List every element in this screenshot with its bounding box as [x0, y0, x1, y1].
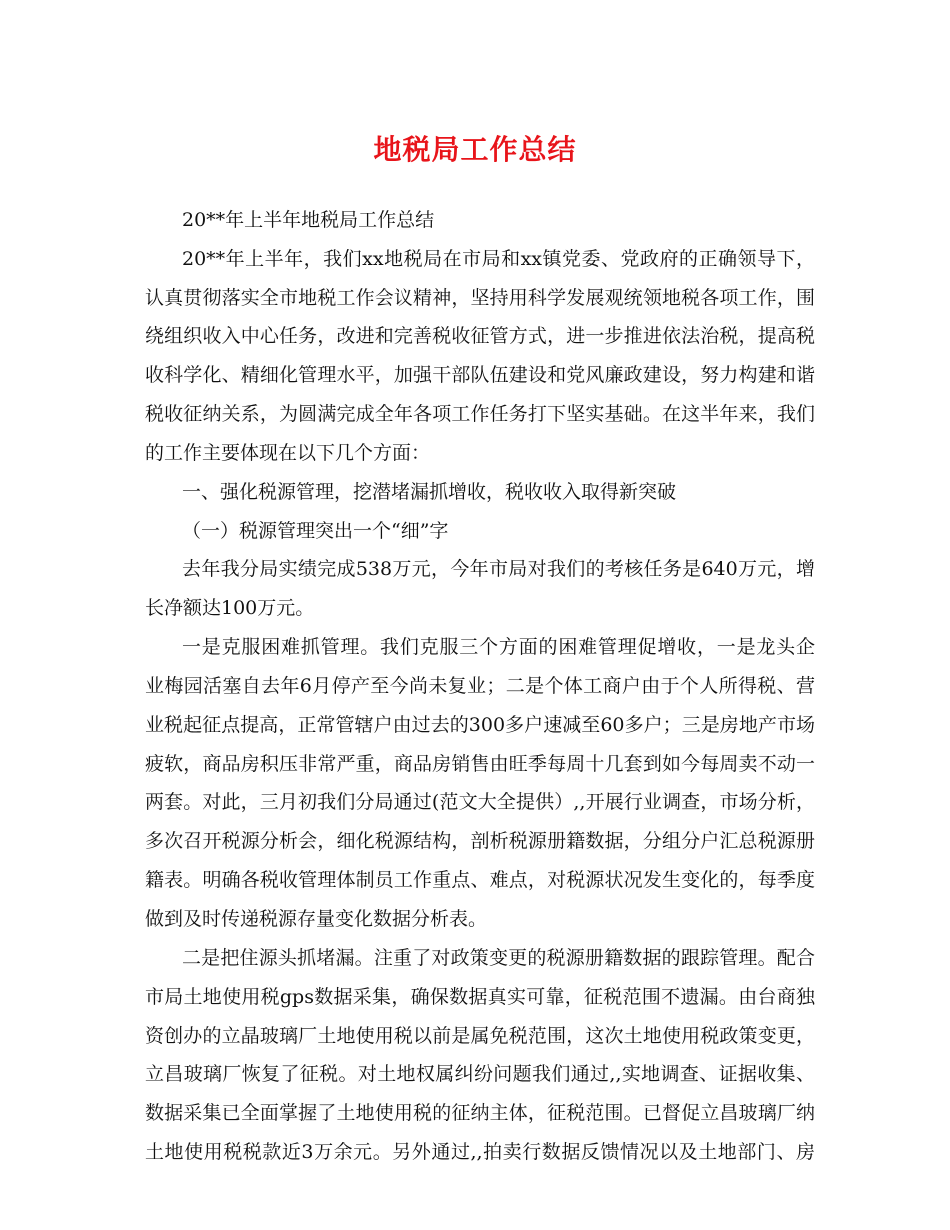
paragraph-line: 税收征纳关系，为圆满完成全年各项工作任务打下坚实基础。在这半年来，我们 [145, 403, 815, 425]
paragraph-line: 资创办的立晶玻璃厂土地使用税以前是属免税范围，这次土地使用税政策变更， [145, 1025, 815, 1047]
paragraph-line: 业税起征点提高，正常管辖户由过去的300多户速减至60多户；三是房地产市场 [145, 714, 815, 736]
paragraph-line: 收科学化、精细化管理水平，加强干部队伍建设和党风廉政建设，努力构建和谐 [145, 364, 815, 386]
paragraph-line: 疲软，商品房积压非常严重，商品房销售由旺季每周十几套到如今每周卖不动一 [145, 753, 815, 775]
paragraph-line: 多次召开税源分析会，细化税源结构，剖析税源册籍数据，分组分户汇总税源册 [145, 830, 815, 852]
subtitle-line: 20**年上半年地税局工作总结 [182, 209, 435, 231]
paragraph-line: 做到及时传递税源存量变化数据分析表。 [145, 908, 488, 930]
paragraph-line: 长净额达100万元。 [145, 597, 315, 619]
paragraph-line: 数据采集已全面掌握了土地使用税的征纳主体，征税范围。已督促立昌玻璃厂纳 [145, 1102, 815, 1124]
paragraph-line: 二是把住源头抓堵漏。注重了对政策变更的税源册籍数据的跟踪管理。配合 [182, 947, 815, 969]
subsection-heading: （一）税源管理突出一个“细”字 [182, 520, 449, 542]
paragraph-line: 的工作主要体现在以下几个方面： [145, 442, 431, 464]
paragraph-line: 一是克服困难抓管理。我们克服三个方面的困难管理促增收，一是龙头企 [182, 636, 815, 658]
document-title: 地税局工作总结 [373, 133, 577, 166]
paragraph-line: 业梅园活塞自去年6月停产至今尚未复业；二是个体工商户由于个人所得税、营 [145, 675, 815, 697]
paragraph-line: 籍表。明确各税收管理体制员工作重点、难点，对税源状况发生变化的，每季度 [145, 869, 815, 891]
paragraph-line: 立昌玻璃厂恢复了征税。对土地权属纠纷问题我们通过,,实地调查、证据收集、 [145, 1063, 815, 1085]
paragraph-line: 两套。对此，三月初我们分局通过(范文大全提供）,,开展行业调查，市场分析， [145, 791, 815, 813]
paragraph-line: 认真贯彻落实全市地税工作会议精神，坚持用科学发展观统领地税各项工作，围 [145, 287, 815, 309]
paragraph-line: 市局土地使用税gps数据采集，确保数据真实可靠，征税范围不遗漏。由台商独 [145, 986, 815, 1008]
paragraph-line: 土地使用税税款近3万余元。另外通过,,拍卖行数据反馈情况以及土地部门、房 [145, 1141, 815, 1163]
section-heading: 一、强化税源管理，挖潜堵漏抓增收，税收收入取得新突破 [182, 481, 677, 503]
paragraph-line: 20**年上半年，我们xx地税局在市局和xx镇党委、党政府的正确领导下， [182, 248, 815, 270]
paragraph-line: 去年我分局实绩完成538万元，今年市局对我们的考核任务是640万元，增 [182, 558, 815, 580]
paragraph-line: 绕组织收入中心任务，改进和完善税收征管方式，进一步推进依法治税，提高税 [145, 325, 815, 347]
